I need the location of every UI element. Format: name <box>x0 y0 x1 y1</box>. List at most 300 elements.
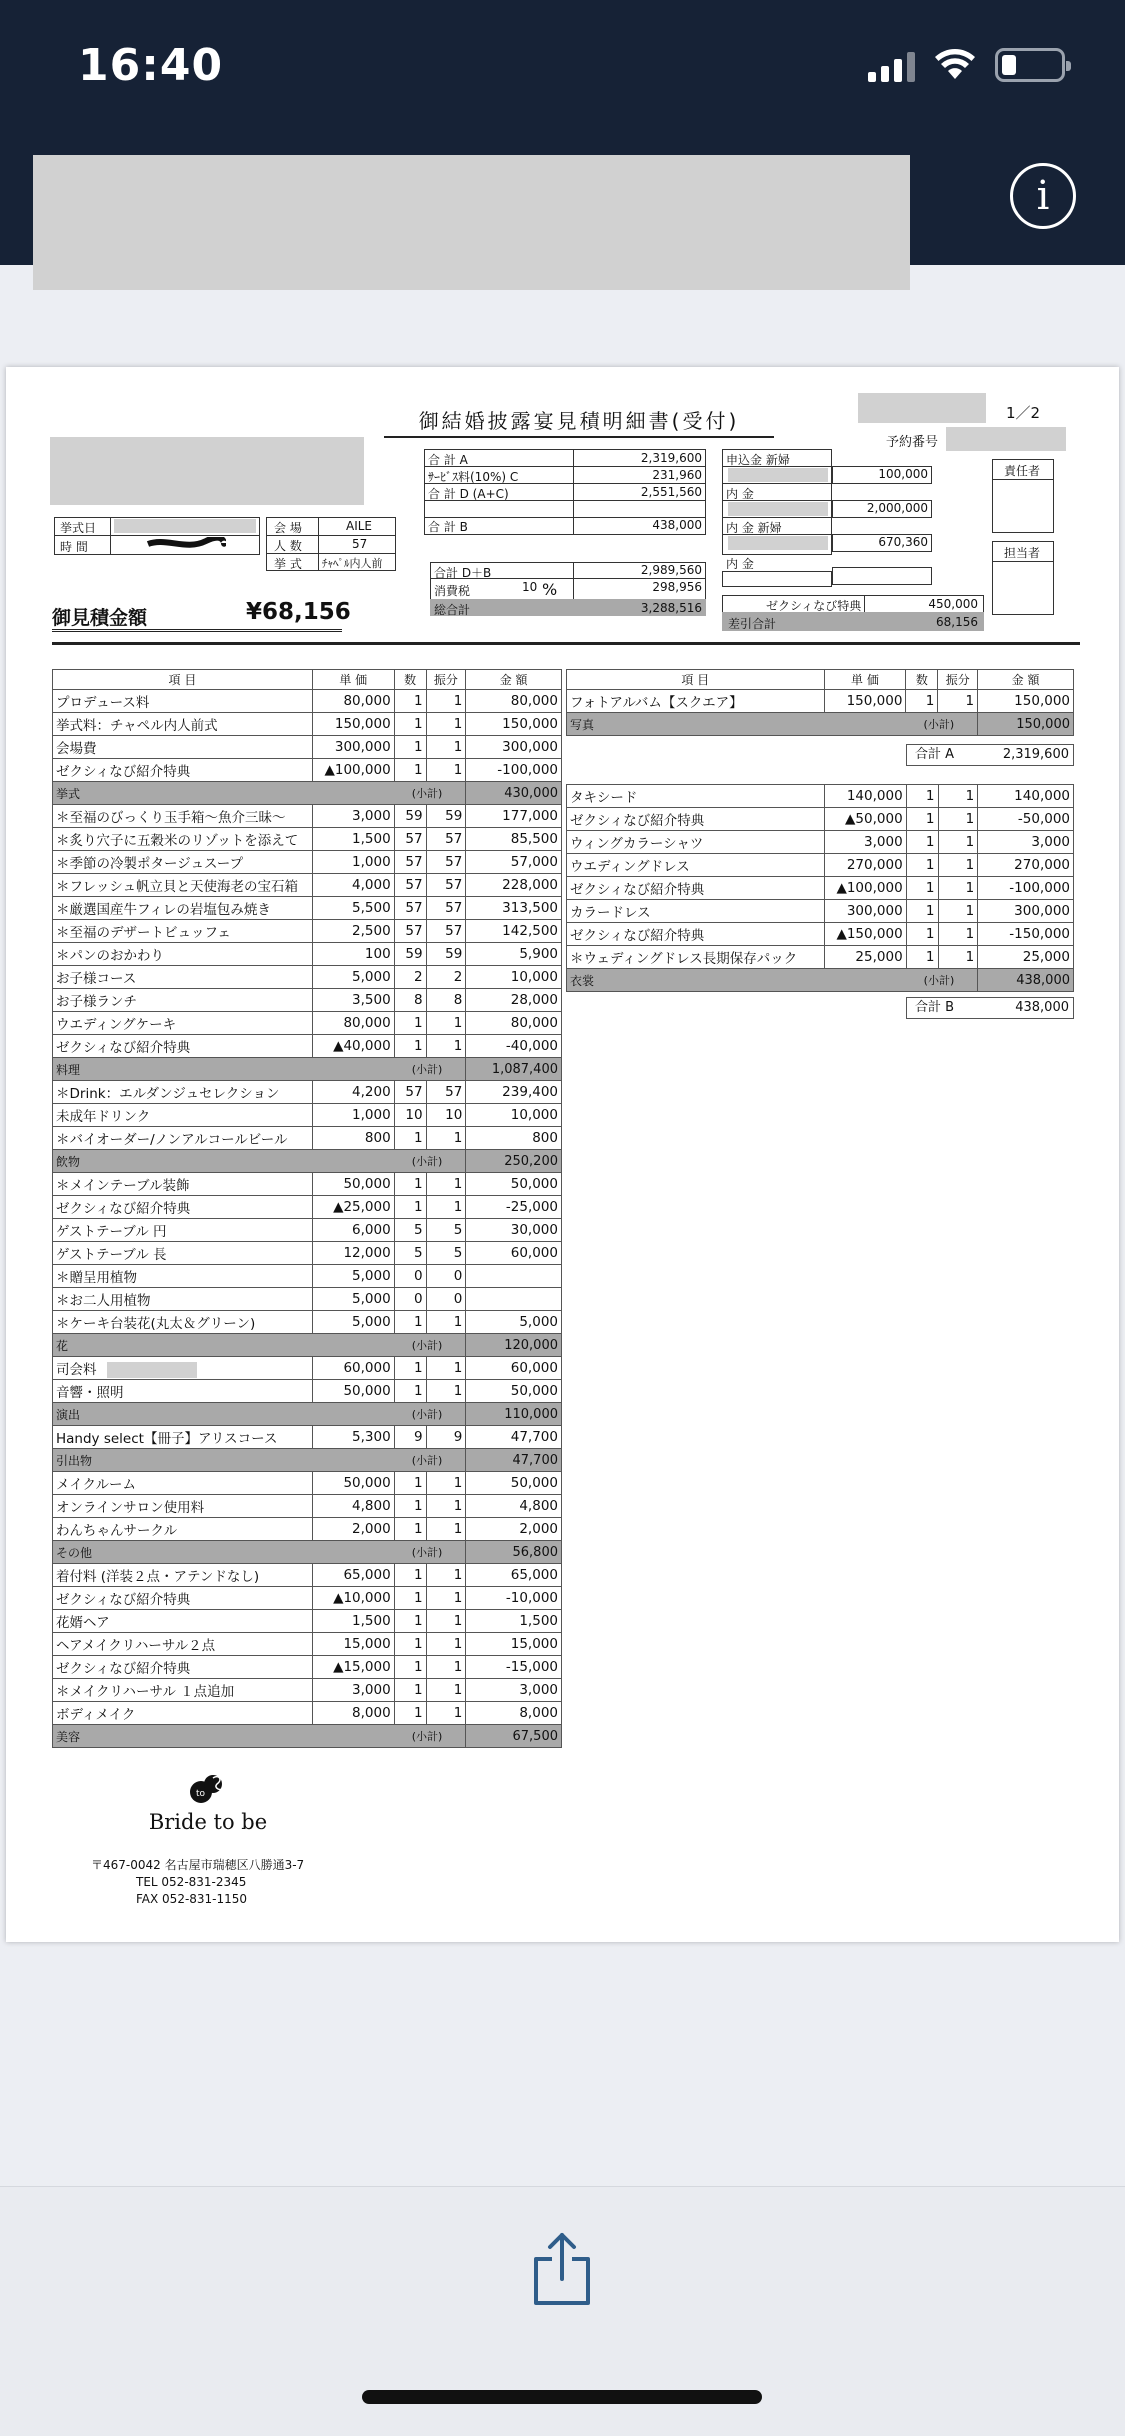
cell-amount-text: 85,500 <box>510 831 558 847</box>
cell-qty <box>394 713 426 736</box>
cell-qty-text: 1 <box>413 1199 423 1215</box>
cell-qty-text: 57 <box>405 1084 423 1100</box>
cell-div-text: 1 <box>453 1475 463 1491</box>
cell-div-text: 1 <box>965 903 975 919</box>
subtotal-amount: 150,000 <box>978 713 1074 736</box>
cell-amount <box>466 1196 562 1219</box>
cell-name <box>53 897 313 920</box>
header-amount: 金 額 <box>978 670 1074 690</box>
cell-name-text: 花婿ヘア <box>56 1615 110 1631</box>
cell-amount-text: 57,000 <box>510 854 558 870</box>
cell-unit-text: ▲150,000 <box>836 926 903 942</box>
subtotal-row <box>53 782 562 805</box>
cell-qty-text: 57 <box>405 877 423 893</box>
info-icon[interactable]: i <box>1010 163 1076 229</box>
cell-qty <box>394 1472 426 1495</box>
cell-name-text: カラードレス <box>570 905 651 921</box>
cell-name <box>53 1380 313 1403</box>
table-row <box>53 1035 562 1058</box>
cell-name <box>53 1265 313 1288</box>
cell-name <box>53 805 313 828</box>
cell-qty-text: 57 <box>405 854 423 870</box>
cell-name-text: ゼクシィなび紹介特典 <box>56 1201 191 1217</box>
table-row <box>53 1242 562 1265</box>
page-number: 1／2 <box>1006 404 1041 422</box>
cell-amount <box>978 831 1074 854</box>
cell-name <box>53 1633 313 1656</box>
table-row <box>567 900 1074 923</box>
table-row <box>53 713 562 736</box>
cell-qty-text: 1 <box>413 1360 423 1376</box>
table-header <box>53 670 562 690</box>
subtotal-category: 写真 <box>570 717 595 732</box>
estimate-document <box>6 367 1119 1942</box>
cell-amount <box>466 736 562 759</box>
cell-name-text: ゼクシィなび紹介特典 <box>570 928 705 944</box>
cell-amount-text: 150,000 <box>1014 693 1070 709</box>
subtotal-tag: (小計) <box>411 1154 443 1168</box>
cell-div <box>426 1518 466 1541</box>
cell-amount-text: 300,000 <box>502 739 558 755</box>
cell-name <box>53 1081 313 1104</box>
cell-div <box>938 854 978 877</box>
subtotal-row <box>53 1403 562 1426</box>
subtotal-category: 挙式 <box>56 786 81 801</box>
cell-amount <box>466 1656 562 1679</box>
cell-unit <box>312 1081 394 1104</box>
svg-text:to: to <box>196 1789 206 1799</box>
table-row <box>53 1610 562 1633</box>
cell-div-text: 1 <box>453 1567 463 1583</box>
table-header <box>567 670 1074 690</box>
total-db-value: 2,989,560 <box>640 563 702 577</box>
cell-name-text: ゼクシィなび紹介特典 <box>56 1661 191 1677</box>
cell-unit-text: 5,000 <box>352 969 391 985</box>
cell-unit <box>312 989 394 1012</box>
subtotal-label <box>53 1403 466 1426</box>
table-row <box>53 1633 562 1656</box>
cell-name <box>53 1679 313 1702</box>
cell-qty-text: 1 <box>413 716 423 732</box>
cell-div <box>426 1219 466 1242</box>
table-row <box>53 690 562 713</box>
cell-div-text: 1 <box>453 1613 463 1629</box>
cell-unit <box>312 805 394 828</box>
cell-qty <box>394 1656 426 1679</box>
total-d-value: 2,551,560 <box>640 485 702 499</box>
subtotal-category: 美容 <box>56 1729 81 1744</box>
cell-qty-text: 10 <box>405 1107 423 1123</box>
redacted-date <box>114 519 256 533</box>
balance-label: 差引合計 <box>728 617 777 631</box>
cell-div-text: 0 <box>453 1291 463 1307</box>
cell-div-text: 9 <box>453 1429 463 1445</box>
cell-qty <box>394 1127 426 1150</box>
guests-label: 人 数 <box>274 539 302 553</box>
cell-div-text: 1 <box>965 693 975 709</box>
cell-amount-text: 2,000 <box>519 1521 558 1537</box>
header-amount: 金 額 <box>466 670 562 690</box>
cell-div-text: 1 <box>453 739 463 755</box>
apply-amount: 100,000 <box>878 467 928 481</box>
cell-amount <box>466 1012 562 1035</box>
cell-unit <box>312 736 394 759</box>
cell-qty <box>394 736 426 759</box>
cell-div-text: 1 <box>453 1130 463 1146</box>
subtotal-amount: 250,200 <box>466 1150 562 1173</box>
cell-qty-text: 1 <box>413 739 423 755</box>
cell-div-text: 57 <box>445 877 463 893</box>
cell-unit <box>312 897 394 920</box>
cell-qty-text: 1 <box>925 693 935 709</box>
cell-amount <box>466 1610 562 1633</box>
subtotal-tag: (小計) <box>411 1338 443 1352</box>
tel-line: TEL 052-831-2345 <box>136 1875 247 1889</box>
table-row <box>567 808 1074 831</box>
cell-qty-text: 57 <box>405 831 423 847</box>
cell-qty <box>394 1495 426 1518</box>
cell-unit-text: ▲100,000 <box>324 762 391 778</box>
cell-name-text: ゲストテーブル 円 <box>56 1224 167 1240</box>
brand-mark-icon <box>183 1772 233 1806</box>
header-qty: 数 <box>906 670 938 690</box>
cell-unit <box>312 1633 394 1656</box>
cell-amount <box>466 897 562 920</box>
cell-amount <box>978 808 1074 831</box>
cell-name-text: ヘアメイクリハーサル２点 <box>56 1638 216 1654</box>
tax-value: 298,956 <box>652 580 702 594</box>
cell-amount <box>978 923 1074 946</box>
cell-name-text: お子様コース <box>56 971 137 987</box>
cell-amount <box>978 690 1074 713</box>
tax-label: 消費税 <box>434 584 471 598</box>
cell-amount-text: -15,000 <box>505 1659 558 1675</box>
cell-unit <box>312 1656 394 1679</box>
cell-qty <box>394 1242 426 1265</box>
table-row <box>53 874 562 897</box>
table-row <box>53 1564 562 1587</box>
cell-qty-text: 1 <box>925 788 935 804</box>
subtotal-category: その他 <box>56 1545 93 1560</box>
subtotal-amount: 110,000 <box>466 1403 562 1426</box>
cell-qty-text: 1 <box>413 1038 423 1054</box>
subtotal-tag: (小計) <box>923 973 955 987</box>
cell-div <box>426 1633 466 1656</box>
cell-unit <box>824 831 906 854</box>
cell-qty <box>394 1357 426 1380</box>
cell-unit-text: 1,000 <box>352 1107 391 1123</box>
cell-unit-text: 140,000 <box>846 788 903 804</box>
cell-unit <box>312 1564 394 1587</box>
scribbled-time <box>146 537 226 551</box>
cell-name <box>53 1472 313 1495</box>
cell-qty-text: 1 <box>413 1659 423 1675</box>
subtotal-row <box>53 1058 562 1081</box>
cell-div <box>426 828 466 851</box>
cell-div <box>426 989 466 1012</box>
cell-unit-text: 3,000 <box>352 1682 391 1698</box>
cell-div <box>426 1242 466 1265</box>
table-row <box>53 1173 562 1196</box>
service-value: 231,960 <box>652 468 702 482</box>
cell-name <box>567 785 825 808</box>
table-row <box>53 1426 562 1449</box>
cell-qty-text: 1 <box>413 1521 423 1537</box>
cell-qty-text: 1 <box>413 1314 423 1330</box>
cell-amount <box>466 759 562 782</box>
cell-div-text: 1 <box>453 1314 463 1330</box>
reservation-label: 予約番号 <box>886 435 939 450</box>
table-row <box>53 1472 562 1495</box>
cell-qty-text: 1 <box>413 1682 423 1698</box>
cell-div-text: 1 <box>453 1038 463 1054</box>
subtotal-label <box>53 782 466 805</box>
cell-div <box>426 1311 466 1334</box>
cell-div <box>426 1288 466 1311</box>
right-items-table-b <box>566 784 1074 992</box>
right-items-table-a <box>566 669 1074 736</box>
wifi-icon <box>935 49 975 81</box>
ceremony-label: 挙 式 <box>274 557 302 571</box>
cell-qty-text: 1 <box>413 1567 423 1583</box>
cell-div-text: 59 <box>445 946 463 962</box>
share-icon[interactable] <box>532 2231 592 2307</box>
cell-name-text: ＊ケーキ台装花(丸太＆グリーン) <box>56 1316 256 1332</box>
cell-name-text: ＊メインテーブル装飾 <box>56 1178 190 1194</box>
total-a-label: 合 計 A <box>428 453 468 467</box>
cell-amount <box>466 1242 562 1265</box>
cell-amount-text: 800 <box>532 1130 558 1146</box>
cell-name <box>53 1587 313 1610</box>
cell-div <box>426 1564 466 1587</box>
subtotal-row <box>53 1334 562 1357</box>
cell-name-text: タキシード <box>570 790 638 806</box>
cell-unit-text: ▲40,000 <box>333 1038 391 1054</box>
cell-div <box>426 1679 466 1702</box>
cell-qty <box>394 1380 426 1403</box>
cell-qty <box>394 1426 426 1449</box>
cell-qty-text: 57 <box>405 923 423 939</box>
cell-qty-text: 59 <box>405 946 423 962</box>
cell-name <box>567 690 825 713</box>
cell-unit-text: 4,200 <box>352 1084 391 1100</box>
table-row <box>53 1587 562 1610</box>
total-b-value: 438,000 <box>652 518 702 532</box>
cell-unit <box>312 1012 394 1035</box>
cell-div <box>426 1196 466 1219</box>
cell-amount <box>466 989 562 1012</box>
cell-unit-text: 3,000 <box>352 808 391 824</box>
brand-name: Bride to be <box>148 1810 268 1834</box>
cell-qty-text: 1 <box>413 1636 423 1652</box>
table-row <box>53 1104 562 1127</box>
cell-name-text: ＊メイクリハーサル １点追加 <box>56 1684 235 1700</box>
cell-amount-text: 50,000 <box>510 1383 558 1399</box>
cell-unit-text: 15,000 <box>343 1636 391 1652</box>
cell-amount <box>466 1104 562 1127</box>
cell-amount-text: 65,000 <box>510 1567 558 1583</box>
cell-qty <box>394 1518 426 1541</box>
cell-qty <box>906 808 938 831</box>
cell-unit-text: 300,000 <box>846 903 903 919</box>
cell-unit <box>312 713 394 736</box>
cell-qty-text: 5 <box>413 1222 423 1238</box>
home-indicator[interactable] <box>362 2390 762 2404</box>
cell-qty <box>906 831 938 854</box>
cell-div <box>426 1380 466 1403</box>
cell-unit <box>824 785 906 808</box>
table-row <box>53 943 562 966</box>
cell-name-text: ＊季節の冷製ポタージュスープ <box>56 856 244 872</box>
cell-amount <box>466 1426 562 1449</box>
cell-amount-text: 5,000 <box>519 1314 558 1330</box>
subtotal-category: 飲物 <box>56 1154 81 1169</box>
cell-div-text: 0 <box>453 1268 463 1284</box>
table-row <box>567 854 1074 877</box>
cell-name-text: ゼクシィなび紹介特典 <box>56 764 191 780</box>
cell-amount <box>466 1035 562 1058</box>
redacted-field <box>858 393 986 423</box>
cell-qty <box>906 854 938 877</box>
header-div: 振分 <box>426 670 466 690</box>
cell-unit-text: 4,800 <box>352 1498 391 1514</box>
header-qty: 数 <box>394 670 426 690</box>
cell-qty <box>394 1196 426 1219</box>
cell-unit-text: 5,300 <box>352 1429 391 1445</box>
cell-unit <box>312 1173 394 1196</box>
cell-div-text: 1 <box>453 716 463 732</box>
cell-name-text: ＊至福のびっくり玉手箱～魚介三昧～ <box>56 810 286 826</box>
cell-unit <box>312 943 394 966</box>
cell-name <box>53 1495 313 1518</box>
cell-div-text: 57 <box>445 900 463 916</box>
cell-qty <box>394 1035 426 1058</box>
subtotal-tag: (小計) <box>411 1729 443 1743</box>
table-row <box>53 736 562 759</box>
cell-amount <box>466 1564 562 1587</box>
cell-div <box>426 1357 466 1380</box>
cell-div-text: 1 <box>453 1705 463 1721</box>
cell-unit-text: 5,000 <box>352 1268 391 1284</box>
cell-unit-text: 25,000 <box>855 949 903 965</box>
cell-name <box>53 713 313 736</box>
cell-qty <box>394 943 426 966</box>
cell-unit-text: 4,000 <box>352 877 391 893</box>
cell-unit <box>312 1219 394 1242</box>
header-item: 項 目 <box>53 670 313 690</box>
cell-div <box>426 1265 466 1288</box>
cell-amount <box>466 805 562 828</box>
cell-unit-text: 80,000 <box>343 1015 391 1031</box>
cell-amount-text: 1,500 <box>519 1613 558 1629</box>
table-row <box>567 877 1074 900</box>
subtotal-row <box>53 1449 562 1472</box>
cell-name-text: ウィングカラーシャツ <box>570 836 704 852</box>
contact-label: 担当者 <box>1004 546 1041 560</box>
table-row <box>53 1288 562 1311</box>
table-row <box>53 1702 562 1725</box>
cell-qty <box>394 1633 426 1656</box>
table-row <box>567 831 1074 854</box>
cell-amount <box>466 1265 562 1288</box>
cell-div <box>938 923 978 946</box>
cell-qty-text: 1 <box>413 1475 423 1491</box>
cell-div-text: 57 <box>445 1084 463 1100</box>
header-unit: 単 価 <box>824 670 906 690</box>
cell-unit <box>312 1242 394 1265</box>
cell-unit <box>312 1495 394 1518</box>
cell-amount <box>466 1380 562 1403</box>
cell-amount-text: 50,000 <box>510 1475 558 1491</box>
cell-amount-text: 313,500 <box>502 900 558 916</box>
subtotal-label <box>567 713 978 736</box>
cell-qty <box>394 1587 426 1610</box>
sum-a-label: 合計 A <box>915 747 955 762</box>
cell-qty <box>394 851 426 874</box>
cell-unit <box>312 1035 394 1058</box>
benefit-amount: 450,000 <box>928 597 978 611</box>
table-row <box>53 1518 562 1541</box>
date-label: 挙式日 <box>60 521 97 535</box>
cell-qty <box>394 1702 426 1725</box>
cell-div-text: 1 <box>965 926 975 942</box>
cell-unit-text: ▲15,000 <box>333 1659 391 1675</box>
cell-unit <box>824 923 906 946</box>
cell-amount <box>466 1518 562 1541</box>
table-row <box>53 1219 562 1242</box>
cell-div <box>426 1472 466 1495</box>
cell-amount <box>466 874 562 897</box>
cell-div <box>426 736 466 759</box>
cell-name-text: プロデュース料 <box>56 695 150 711</box>
table-row <box>53 920 562 943</box>
cell-amount <box>466 1702 562 1725</box>
cell-name-text: 司会料 <box>56 1362 97 1378</box>
sum-b-label: 合計 B <box>915 1000 955 1015</box>
redacted-field <box>728 536 828 550</box>
cell-div <box>938 877 978 900</box>
cell-qty <box>394 989 426 1012</box>
cell-name-text: ウエディングケーキ <box>56 1017 177 1033</box>
cell-unit <box>824 877 906 900</box>
cell-amount-text: -100,000 <box>497 762 558 778</box>
cell-amount <box>466 1472 562 1495</box>
table-row <box>567 690 1074 713</box>
cell-qty <box>394 805 426 828</box>
cell-name <box>567 946 825 969</box>
cell-unit-text: 50,000 <box>343 1176 391 1192</box>
deposit3-label: 内 金 <box>726 557 754 571</box>
cell-amount <box>466 1127 562 1150</box>
cell-name <box>567 831 825 854</box>
cell-div <box>426 690 466 713</box>
cell-div-text: 10 <box>445 1107 463 1123</box>
benefit-label: ゼクシィなび特典 <box>766 599 862 613</box>
left-items-table <box>52 669 562 1748</box>
table-row <box>53 759 562 782</box>
deposit2-label: 内 金 新婦 <box>726 521 782 535</box>
cell-div <box>938 690 978 713</box>
cell-div-text: 5 <box>453 1245 463 1261</box>
cell-amount <box>978 900 1074 923</box>
cell-div <box>938 808 978 831</box>
table-row <box>53 897 562 920</box>
cell-div-text: 1 <box>453 693 463 709</box>
subtotal-row <box>53 1150 562 1173</box>
cell-qty <box>394 1265 426 1288</box>
cell-amount <box>466 1633 562 1656</box>
cell-qty-text: 1 <box>413 1015 423 1031</box>
